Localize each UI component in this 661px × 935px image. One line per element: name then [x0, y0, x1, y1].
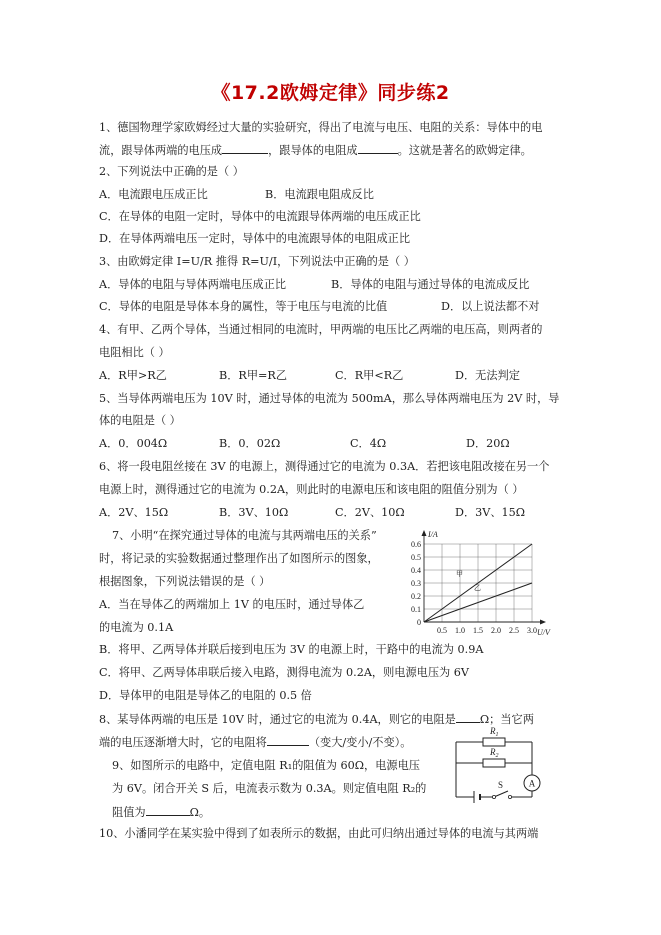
q7-line1: 7、小明“在探究通过导体的电流与其两端电压的关系”	[112, 529, 377, 542]
ammeter-label: A	[528, 778, 536, 789]
q8-text-b: Ω；当它两	[479, 713, 534, 726]
q9-blank[interactable]	[146, 804, 190, 816]
q4-line1: 4、有甲、乙两个导体，当通过相同的电流时，甲两端的电压比乙两端的电压高，则两者的	[99, 323, 543, 336]
q8-blank-2[interactable]	[267, 734, 309, 746]
y-tick-label: 0.4	[411, 566, 421, 575]
x-tick-label: 3.0	[527, 626, 537, 635]
q2-option-a: A．电流跟电压成正比	[99, 188, 208, 201]
q4-option-d: D．无法判定	[455, 369, 520, 382]
y-tick-label: 0.2	[411, 592, 421, 601]
q10-line1: 10、小潘同学在某实验中得到了如表所示的数据，由此可归纳出通过导体的电流与其两端	[99, 827, 539, 840]
q4-line2: 电阻相比（ ）	[99, 346, 170, 359]
q6-option-b: B．3V、10Ω	[219, 506, 289, 519]
iu-graph	[402, 528, 558, 640]
q3-option-d: D．以上说法都不对	[441, 300, 540, 313]
resistor-r2	[483, 759, 505, 767]
q9-text-a: 阻值为	[112, 806, 146, 819]
q6-line1: 6、将一段电阻丝接在 3V 的电源上，测得通过它的电流为 0.3A．若把该电阻改接在另一个	[99, 460, 550, 473]
resistor-r1	[483, 738, 505, 746]
q1-blank-1[interactable]	[222, 142, 268, 154]
r2-label: $R_2$	[490, 747, 499, 759]
switch-lever	[494, 791, 508, 797]
q1-text-c: 。这就是著名的欧姆定律。	[397, 144, 532, 157]
q7-option-a1: A．当在导体乙的两端加上 1V 的电压时，通过导体乙	[99, 598, 365, 611]
series-label-yi: 乙	[474, 584, 481, 592]
q5-option-b: B．0．02Ω	[219, 437, 281, 450]
q5-option-d: D．20Ω	[466, 437, 510, 450]
q8-line2	[99, 734, 411, 751]
q6-option-c: C．2V、10Ω	[335, 506, 405, 519]
q5-line1: 5、当导体两端电压为 10V 时，通过导体的电流为 500mA，那么导体两端电压为 2V 时，导	[99, 392, 560, 405]
q1-line1: 1、德国物理学家欧姆经过大量的实验研究，得出了电流与电压、电阻的关系：导体中的电	[99, 121, 543, 134]
q9-text-b: Ω。	[189, 806, 211, 819]
q1-text-a: 流，跟导体两端的电压成	[99, 144, 223, 157]
q6-option-d: D．3V、15Ω	[455, 506, 526, 519]
series-label-jia: 甲	[456, 570, 463, 578]
q3-option-a: A．导体的电阻与导体两端电压成正比	[99, 278, 287, 291]
circuit-diagram	[446, 722, 556, 810]
y-tick-label: 0.5	[411, 553, 421, 562]
x-tick-label: 0.5	[437, 626, 447, 635]
x-tick-label: 1.5	[473, 626, 483, 635]
graph-x-label: U/V	[537, 628, 550, 637]
q4-option-b: B．R甲=R乙	[219, 369, 288, 382]
x-tick-label: 2.0	[491, 626, 501, 635]
q3-option-c: C．导体的电阻是导体本身的属性，等于电压与电流的比值	[99, 300, 388, 313]
q7-line2: 时，将记录的实验数据通过整理作出了如图所示的图象，	[99, 552, 379, 565]
q3-option-b: B．导体的电阻与通过导体的电流成反比	[331, 278, 530, 291]
graph-y-ticks	[411, 540, 421, 627]
graph-x-arrow	[540, 620, 546, 625]
q2-option-b: B．电流跟电阻成反比	[265, 188, 374, 201]
y-tick-label: 0.3	[411, 579, 421, 588]
q4-option-a: A．R甲>R乙	[99, 369, 167, 382]
q3-stem: 3、由欧姆定律 I=U/R 推得 R=U/I，下列说法中正确的是（ ）	[99, 255, 415, 268]
q9-line2: 为 6V。闭合开关 S 后，电流表示数为 0.3A。则定值电阻 R₂的	[112, 782, 427, 795]
q5-option-a: A．0．004Ω	[99, 437, 168, 450]
q7-option-a2: 的电流为 0.1A	[99, 621, 174, 634]
q5-option-c: C．4Ω	[350, 437, 387, 450]
q6-line2: 电源上时，测得通过它的电流为 0.2A，则此时的电源电压和该电阻的阻值分别为（ ）	[99, 483, 524, 496]
q6-option-a: A．2V、15Ω	[99, 506, 169, 519]
q8-text-d: （变大/变小/不变）。	[308, 736, 412, 749]
x-tick-label: 2.5	[509, 626, 519, 635]
q7-option-d: D．导体甲的电阻是导体乙的电阻的 0.5 倍	[99, 689, 312, 702]
q1-line2	[99, 142, 532, 159]
q4-option-c: C．R甲<R乙	[335, 369, 404, 382]
q9-line3	[112, 804, 210, 821]
q5-line2: 体的电阻是（ ）	[99, 414, 181, 427]
y-tick-label: 0	[417, 618, 421, 627]
q7-option-c: C．将甲、乙两导体串联后接入电路，测得电流为 0.2A，则电源电压为 6V	[99, 666, 469, 679]
q7-option-b: B．将甲、乙两导体并联后接到电压为 3V 的电源上时，干路中的电流为 0.9A	[99, 643, 484, 656]
graph-y-label: I/A	[428, 530, 438, 539]
r1-label: $R_1$	[490, 726, 499, 738]
q2-stem: 2、下列说法中正确的是（ ）	[99, 165, 244, 178]
y-tick-label: 0.6	[411, 540, 421, 549]
graph-x-ticks	[437, 626, 537, 635]
q2-option-c: C．在导体的电阻一定时，导体中的电流跟导体两端的电压成正比	[99, 210, 421, 223]
q1-text-b: ，跟导体的电阻成	[268, 144, 358, 157]
page-title: 《17.2欧姆定律》同步练2	[211, 82, 450, 104]
q9-line1: 9、如图所示的电路中，定值电阻 R₁的阻值为 60Ω，电源电压	[112, 759, 420, 772]
q7-line3: 根据图象，下列说法错误的是（ ）	[99, 575, 271, 588]
q8-text-c: 端的电压逐渐增大时，它的电阻将	[99, 736, 267, 749]
graph-y-arrow	[422, 530, 427, 536]
switch-label: S	[498, 780, 504, 790]
q2-option-d: D．在导体两端电压一定时，导体中的电流跟导体的电阻成正比	[99, 232, 411, 245]
switch-contact-left	[492, 795, 495, 798]
x-tick-label: 1.0	[455, 626, 465, 635]
y-tick-label: 0.1	[411, 605, 421, 614]
q1-blank-2[interactable]	[358, 142, 398, 154]
q8-text-a: 8、某导体两端的电压是 10V 时，通过它的电流为 0.4A，则它的电阻是	[99, 713, 456, 726]
switch-contact-right	[508, 795, 511, 798]
